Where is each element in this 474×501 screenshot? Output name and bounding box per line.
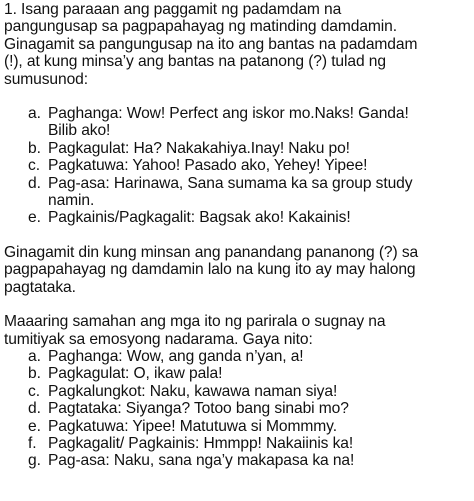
list-item [4,209,470,226]
phrase-paragraph: Maaaring samahan ang mga ito ng parirala o sugnay na tumitiyak sa emosyong nadarama. Gaya nito: [4,313,386,348]
list-marker: e. [28,209,41,227]
document-page [4,1,470,470]
intro-paragraph: 1. Isang paraaan ang paggamit ng padamdam na pangungusap sa pagpapahayag ng matinding damdamin. Ginagamit sa pangungusap na ito ang bantas na padamdam (!), at kung minsa’y ang bantas na patanong (?) tulad ng sumusunod: [4,1,418,88]
list-marker: a. [28,347,41,365]
list-marker: g. [28,452,41,470]
list-item-text: Pagkatuwa: Yahoo! Pasado ako, Yehey! Yipee! [48,157,368,175]
phrase-examples-list [4,348,470,470]
list-item [4,400,470,417]
list-marker: f. [28,434,37,452]
list-marker: c. [28,382,40,400]
list-item-text: Pagkagalit/ Pagkainis: Hmmpp! Nakaiinis ka! [48,434,354,452]
list-item [4,435,470,452]
list-marker: c. [28,157,40,175]
list-item-text: Pagkainis/Pagkagalit: Bagsak ako! Kakainis! [48,209,351,227]
list-item [4,383,470,400]
list-marker: e. [28,417,41,435]
list-marker: b. [28,365,41,383]
list-item-text: Pag-asa: Harinawa, Sana sumama ka sa group study namin. [48,174,413,210]
list-item-text: Pagkatuwa: Yipee! Matutuwa si Mommmy. [48,417,337,435]
list-item [4,452,470,469]
list-item [4,365,470,382]
list-marker: d. [28,400,41,418]
emotion-examples-list [4,105,470,227]
list-item-text: Pagtataka: Siyanga? Totoo bang sinabi mo? [48,400,349,418]
list-item-text: Pagkagulat: O, ikaw pala! [48,365,223,383]
list-item [4,175,470,210]
list-marker: b. [28,139,41,157]
list-item-text: Paghanga: Wow, ang ganda n’yan, a! [48,347,304,365]
question-mark-paragraph: Ginagamit din kung minsan ang panandang pananong (?) sa pagpapahayag ng damdamin lalo na kung ito ay may halong pagtataka. [4,243,419,296]
list-marker: a. [28,105,41,123]
list-marker: d. [28,174,41,192]
list-item [4,140,470,157]
list-item [4,105,470,140]
list-item [4,157,470,174]
list-item-text: Pagkagulat: Ha? Nakakahiya.Inay! Naku po! [48,139,350,157]
list-item [4,418,470,435]
list-item [4,348,470,365]
list-item-text: Paghanga: Wow! Perfect ang iskor mo.Naks! Ganda! Bilib ako! [48,105,409,140]
list-item-text: Pagkalungkot: Naku, kawawa naman siya! [48,382,338,400]
list-item-text: Pag-asa: Naku, sana nga’y makapasa ka na! [48,452,355,470]
